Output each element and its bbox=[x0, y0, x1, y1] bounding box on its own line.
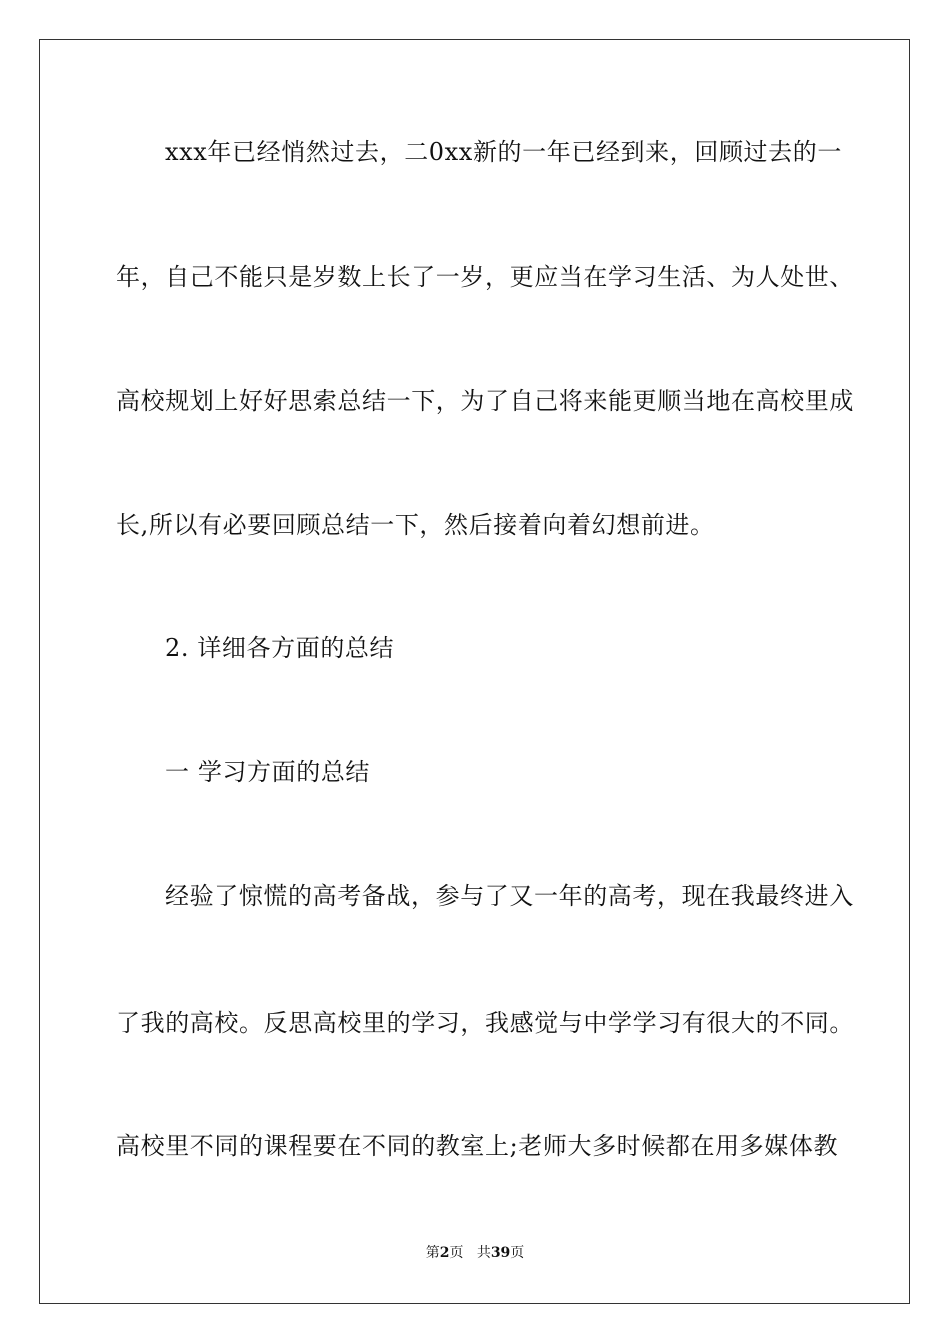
page-suffix: 页 bbox=[449, 1245, 464, 1261]
page-footer bbox=[0, 1244, 950, 1262]
paragraph-line-4: 长,所以有必要回顾总结一下，然后接着向着幻想前进。 bbox=[116, 511, 715, 539]
paragraph-line-5: 经验了惊慌的高考备战，参与了又一年的高考，现在我最终进入 bbox=[165, 882, 854, 910]
subsection-heading: 一 学习方面的总结 bbox=[165, 758, 371, 786]
total-prefix: 共 bbox=[476, 1245, 491, 1261]
paragraph-line-6: 了我的高校。反思高校里的学习，我感觉与中学学习有很大的不同。 bbox=[116, 1009, 854, 1037]
total-pages: 39 bbox=[490, 1245, 511, 1261]
paragraph-line-3: 高校规划上好好思索总结一下，为了自己将来能更顺当地在高校里成 bbox=[116, 387, 854, 415]
paragraph-line-1: xxx年已经悄然过去，二0xx新的一年已经到来，回顾过去的一 bbox=[165, 138, 842, 166]
page-border bbox=[39, 39, 910, 1304]
page-prefix: 第 bbox=[425, 1245, 440, 1261]
total-suffix: 页 bbox=[510, 1245, 525, 1261]
section-heading: 2. 详细各方面的总结 bbox=[165, 634, 395, 662]
paragraph-line-7: 高校里不同的课程要在不同的教室上;老师大多时候都在用多媒体教 bbox=[116, 1132, 839, 1160]
page-number: 2 bbox=[439, 1245, 450, 1261]
paragraph-line-2: 年，自己不能只是岁数上长了一岁，更应当在学习生活、为人处世、 bbox=[116, 263, 854, 291]
